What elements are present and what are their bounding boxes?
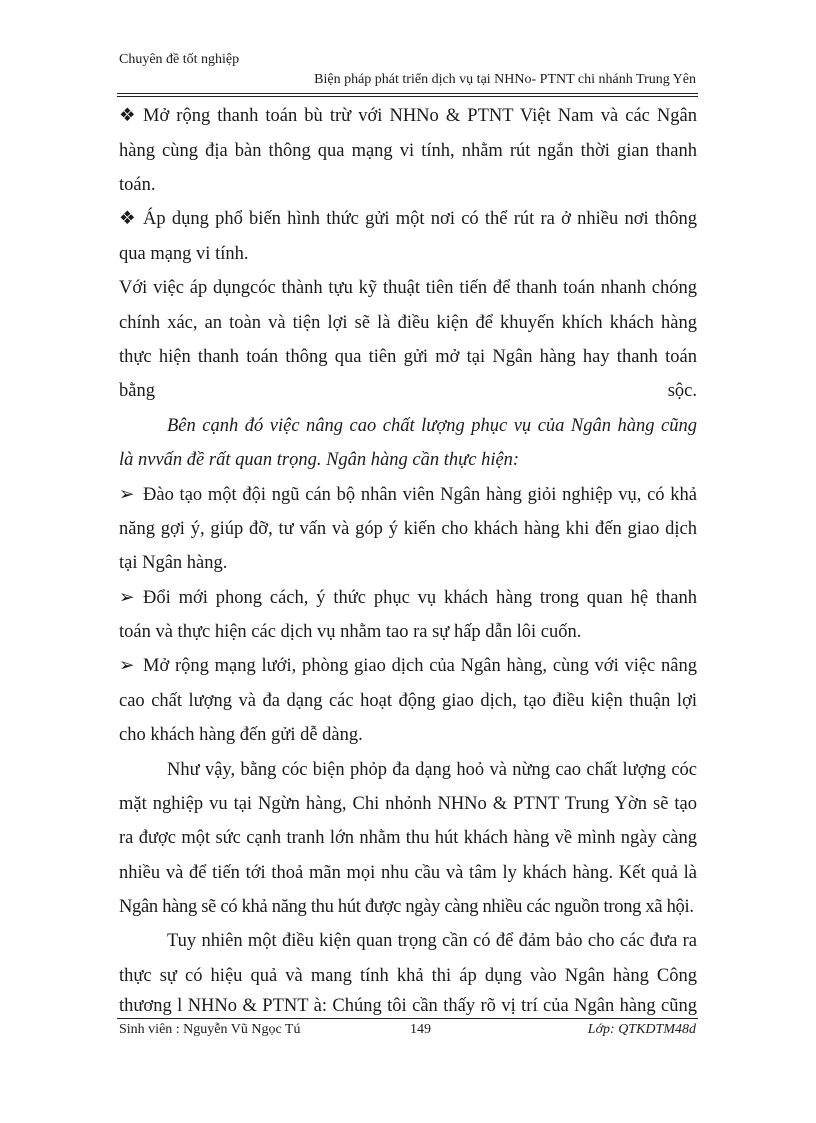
body-line: Với việc áp dụngcóc thành tựu kỹ thuật tiên tiến để thanh toán nhanh chóng (119, 278, 697, 298)
body-line: ➢ Đổi mới phong cách, ý thức phục vụ khách hàng trong quan hệ thanh (119, 588, 697, 608)
body-line: ➢ Mở rộng mạng lưới, phòng giao dịch của Ngân hàng, cùng với việc nâng (119, 656, 697, 676)
header-rule-double (117, 96, 698, 97)
body-line: qua mạng vi tính. (119, 244, 249, 264)
body-line: năng gợi ý, giúp đỡ, tư vấn và góp ý kiến cho khách hàng khi đến giao dịch (119, 519, 697, 539)
body-line: thương l NHNo & PTNT à: Chúng tôi cần thấy rõ vị trí của Ngân hàng cũng (119, 996, 697, 1016)
body-line: thực hiện thanh toán thông qua tiên gửi mở tại Ngân hàng hay thanh toán (119, 347, 697, 367)
arrow-bullet-icon: ➢ (119, 588, 135, 608)
body-line-italic: Bên cạnh đó việc nâng cao chất lượng phục vụ của Ngân hàng cũng (167, 416, 697, 436)
body-line: Như vậy, bằng cóc biện phỏp đa dạng hoỏ và nừng cao chất lượng cóc (167, 760, 697, 780)
footer-rule (117, 1018, 698, 1019)
body-line: hàng cùng địa bàn thông qua mạng vi tính, nhằm rút ngắn thời gian thanh (119, 141, 697, 161)
footer-class: Lớp: QTKDTM48d (587, 1022, 696, 1037)
body-line: ➢ Đào tạo một đội ngũ cán bộ nhân viên Ngân hàng giỏi nghiệp vụ, có khả (119, 485, 697, 505)
body-line: ra được một sức cạnh tranh lớn nhằm thu hút khách hàng về mình ngày càng (119, 828, 697, 848)
diamond-bullet-icon: ❖ (119, 106, 136, 126)
header-rule (117, 93, 698, 94)
body-line: tại Ngân hàng. (119, 553, 228, 573)
body-line: thực sự có hiệu quả và mang tính khả thi áp dụng vào Ngân hàng Công (119, 966, 697, 986)
body-line: chính xác, an toàn và tiện lợi sẽ là điều kiện để khuyến khích khách hàng (119, 313, 697, 333)
body-line: ❖ Áp dụng phổ biến hình thức gửi một nơi có thể rút ra ở nhiều nơi thông (119, 209, 697, 229)
body-line: cao chất lượng và đa dạng các hoạt động giao dịch, tạo điều kiện thuận lợi (119, 691, 697, 711)
body-line: Ngân hàng sẽ có khả năng thu hút được ngày càng nhiều các nguồn trong xã hội. (119, 897, 694, 917)
diamond-bullet-icon: ❖ (119, 209, 136, 229)
page-number: 149 (410, 1022, 431, 1037)
body-line: mặt nghiệp vu tại Ngừn hàng, Chi nhỏnh NHNo & PTNT Trung Yờn sẽ tạo (119, 794, 697, 814)
body-line: toán và thực hiện các dịch vụ nhằm tao ra sự hấp dẫn lôi cuốn. (119, 622, 582, 642)
body-line: cho khách hàng đến gửi dễ dàng. (119, 725, 363, 745)
body-line-italic: là nvvấn đề rất quan trọng. Ngân hàng cần thực hiện: (119, 450, 520, 470)
body-line: nhiều và để tiến tới thoả mãn mọi nhu cầu và tâm ly khách hàng. Kết quả là (119, 863, 697, 883)
arrow-bullet-icon: ➢ (119, 656, 135, 676)
header-right: Biện pháp phát triển dịch vụ tại NHNo- PTNT chi nhánh Trung Yên (314, 72, 696, 87)
body-line: ❖ Mở rộng thanh toán bù trừ với NHNo & PTNT Việt Nam và các Ngân (119, 106, 697, 126)
body-line: toán. (119, 175, 156, 195)
header-left: Chuyên đề tốt nghiệp (119, 52, 240, 67)
footer-student: Sinh viên : Nguyễn Vũ Ngọc Tú (119, 1022, 301, 1037)
arrow-bullet-icon: ➢ (119, 485, 135, 505)
body-line: bằng sộc. (119, 381, 697, 401)
body-line: Tuy nhiên một điều kiện quan trọng cần có để đảm bảo cho các đưa ra (167, 931, 697, 951)
